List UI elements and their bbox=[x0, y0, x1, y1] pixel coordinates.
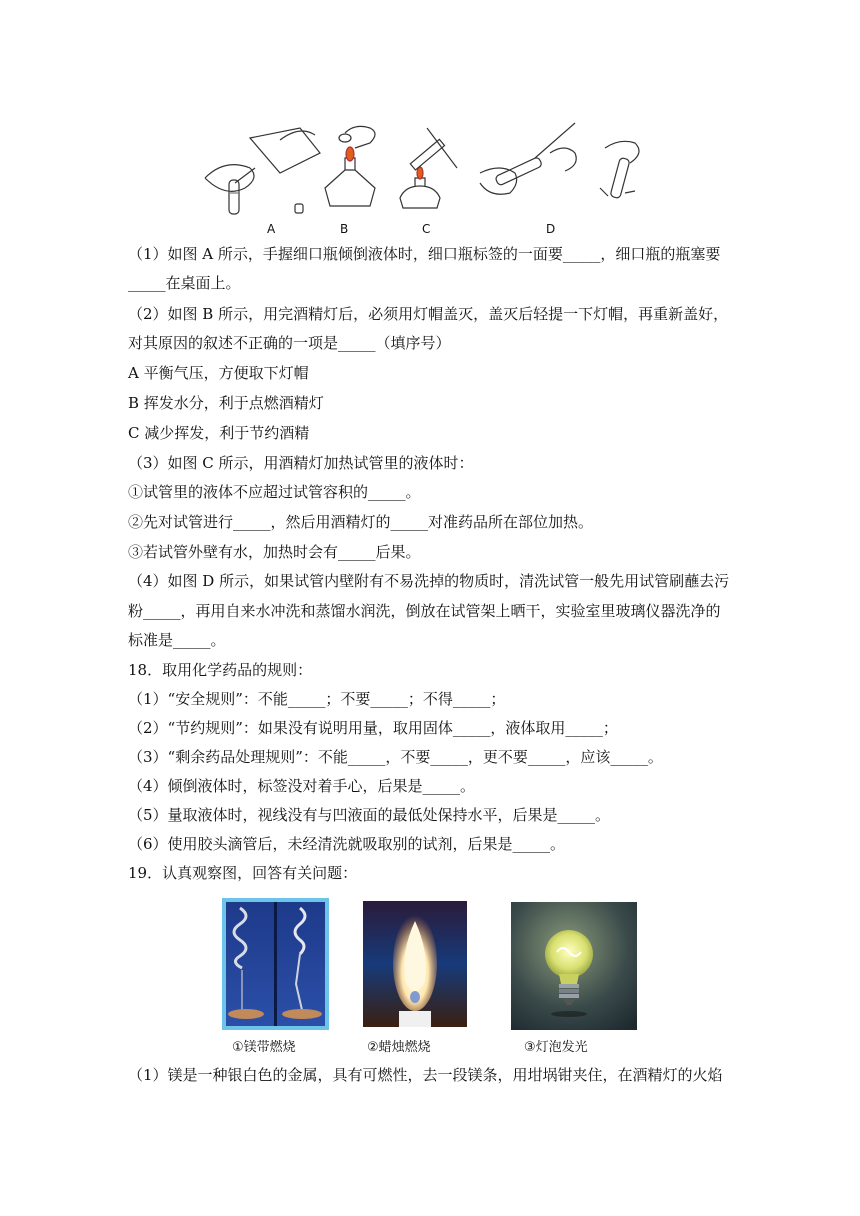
figure-label-d: D bbox=[546, 222, 556, 236]
figure-label-c: C bbox=[422, 222, 431, 236]
figure-c-heating bbox=[400, 128, 457, 208]
q17-part3-item2: ②先对试管进行_____，然后用酒精灯的_____对准药品所在部位加热。 bbox=[128, 513, 594, 531]
q17-part2-line2: 对其原因的叙述不正确的一项是_____（填序号） bbox=[128, 334, 451, 352]
q18-item2: （2）“节约规则”：如果没有说明用量，取用固体_____，液体取用_____； bbox=[128, 719, 618, 737]
q19-title: 19．认真观察图，回答有关问题： bbox=[128, 864, 358, 882]
caption-candle: ②蜡烛燃烧 bbox=[367, 1040, 431, 1055]
q17-part3: （3）如图 C 所示，用酒精灯加热试管里的液体时： bbox=[128, 454, 474, 472]
q17-part3-item3: ③若试管外壁有水，加热时会有_____后果。 bbox=[128, 543, 421, 561]
caption-magnesium: ①镁带燃烧 bbox=[232, 1040, 296, 1055]
q17-option-b: B 挥发水分，利于点燃酒精灯 bbox=[128, 394, 324, 412]
q17-part1-line2: _____在桌面上。 bbox=[128, 274, 241, 292]
caption-bulb: ③灯泡发光 bbox=[524, 1040, 588, 1055]
figure-d-cleaning bbox=[480, 123, 639, 199]
q18-item5: （5）量取液体时，视线没有与凹液面的最低处保持水平，后果是_____。 bbox=[128, 806, 611, 824]
figure-label-a: A bbox=[267, 222, 276, 236]
q17-part2-line1: （2）如图 B 所示，用完酒精灯后，必须用灯帽盖灭，盖灭后轻提一下灯帽，再重新盖好， bbox=[128, 305, 729, 323]
q17-part4-line1: （4）如图 D 所示，如果试管内壁附有不易洗掉的物质时，清洗试管一般先用试管刷蘸去污 bbox=[128, 572, 730, 590]
q18-item3: （3）“剩余药品处理规则”：不能_____，不要_____，更不要_____，应该_____。 bbox=[128, 748, 663, 766]
q18-item6: （6）使用胶头滴管后，未经清洗就吸取别的试剂，后果是_____。 bbox=[128, 835, 566, 853]
q17-part4-line2: 粉_____，再用自来水冲洗和蒸馏水润洗，倒放在试管架上晒干，实验室里玻璃仪器洗净的 bbox=[128, 602, 721, 620]
magnesium-ribbon-photo bbox=[222, 898, 329, 1030]
q18-item1: （1）“安全规则”：不能_____；不要_____；不得_____； bbox=[128, 690, 506, 708]
candle-flame-photo bbox=[363, 901, 467, 1027]
q17-part4-line3: 标准是_____。 bbox=[128, 631, 226, 649]
q17-option-c: C 减少挥发，利于节约酒精 bbox=[128, 424, 310, 442]
figure-label-b: B bbox=[340, 222, 349, 236]
figure-a-pouring bbox=[205, 128, 320, 214]
q19-part1: （1）镁是一种银白色的金属，具有可燃性，去一段镁条，用坩埚钳夹住，在酒精灯的火焰 bbox=[128, 1066, 723, 1084]
q17-option-a: A 平衡气压，方便取下灯帽 bbox=[128, 364, 309, 382]
apparatus-figure bbox=[195, 118, 665, 238]
q17-part3-item1: ①试管里的液体不应超过试管容积的_____。 bbox=[128, 483, 421, 501]
q18-title: 18．取用化学药品的规则： bbox=[128, 661, 313, 679]
figure-b-alcohol-lamp bbox=[325, 126, 375, 206]
light-bulb-photo bbox=[511, 902, 637, 1030]
q18-item4: （4）倾倒液体时，标签没对着手心，后果是_____。 bbox=[128, 777, 476, 795]
q17-part1-line1: （1）如图 A 所示，手握细口瓶倾倒液体时，细口瓶标签的一面要_____，细口瓶的瓶塞要 bbox=[128, 245, 721, 263]
